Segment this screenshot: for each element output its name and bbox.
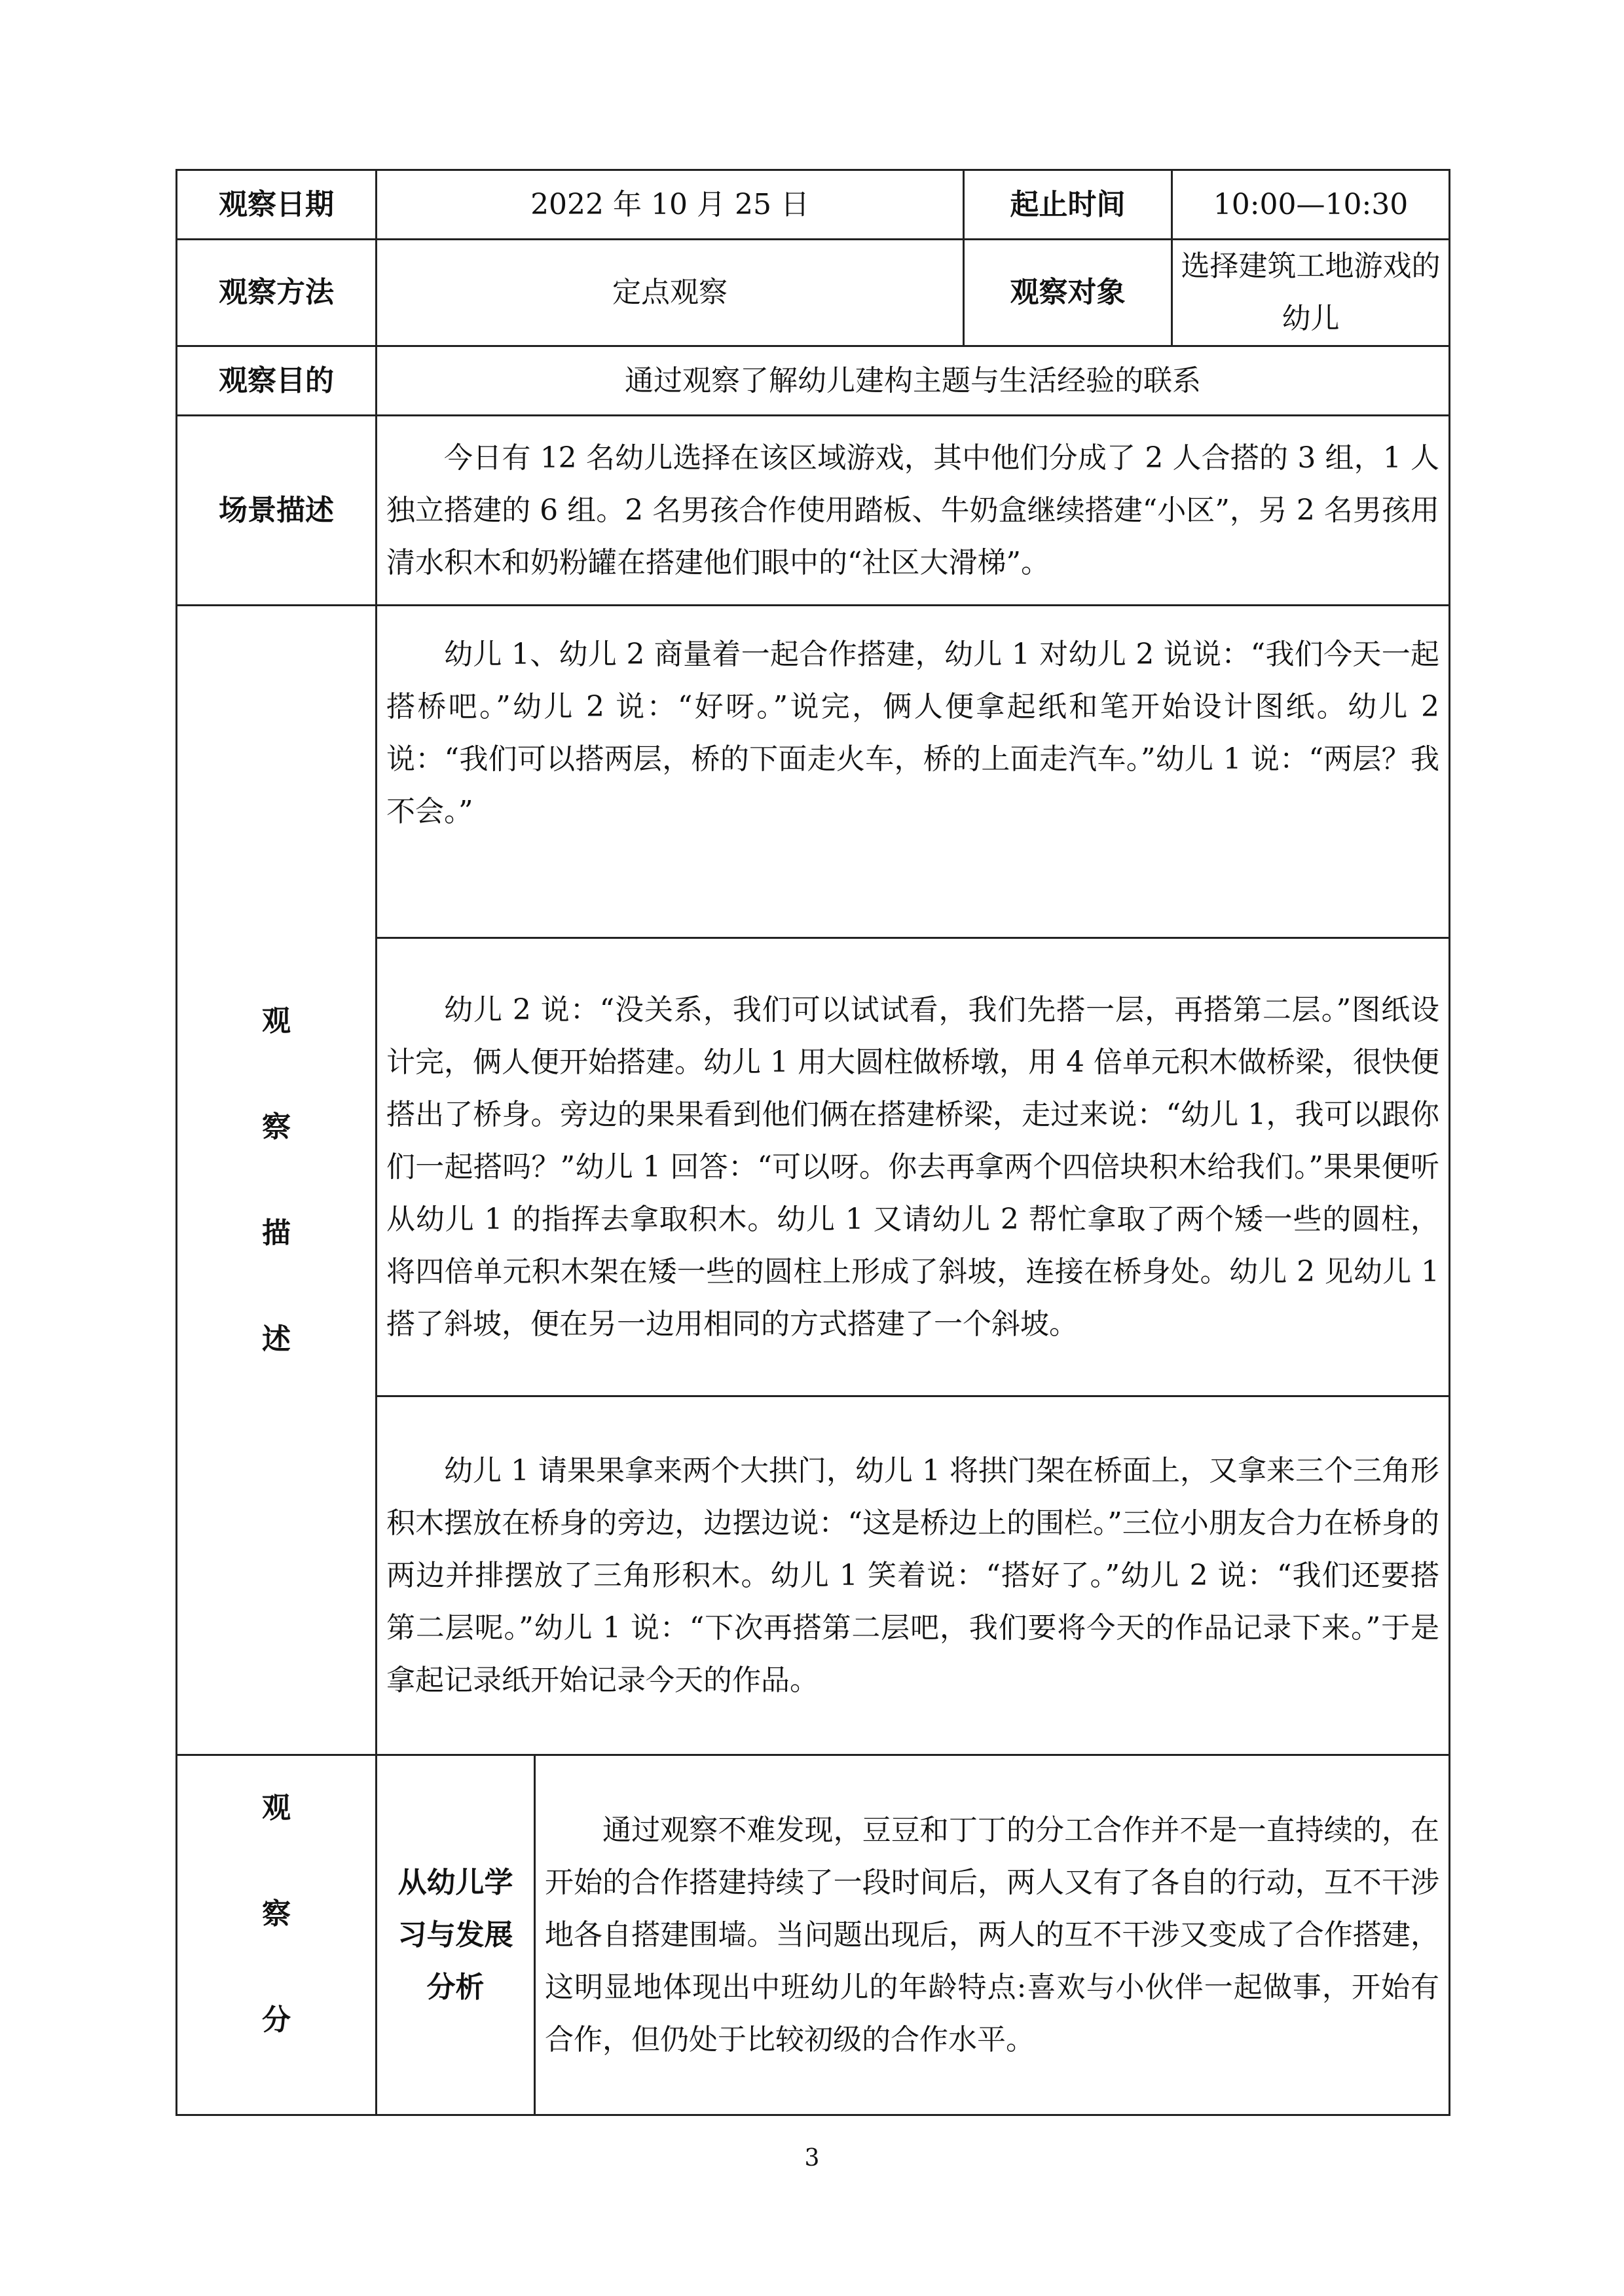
page-number: 3 xyxy=(804,2145,820,2172)
analysis-text: 通过观察不难发现，豆豆和丁丁的分工合作并不是一直持续的，在开始的合作搭建持续了一段时间后，两人又有了各自的行动，互不干涉地各自搭建围墙。当问题出现后，两人的互不干涉又变成了合作搭建，这明显地体现出中班幼儿的年龄特点:喜欢与小伙伴一起做事，开始有合作，但仍处于比较初级的合作水平。 xyxy=(535,1755,1450,2115)
target-label: 观察对象 xyxy=(964,240,1172,346)
observation-paragraph-3: 幼儿 1 请果果拿来两个大拱门，幼儿 1 将拱门架在桥面上，又拿来三个三角形积木摆放在桥身的旁边，边摆边说：“这是桥边上的围栏。”三位小朋友合力在桥身的两边并排摆放了三角形积木。幼儿 1 笑着说：“搭好了。”幼儿 2 说：“我们还要搭第二层呢。”幼儿 1 说：“下次再搭第二层吧，我们要将今天的作品记录下来。”于是拿起记录纸开始记录今天的作品。 xyxy=(377,1396,1450,1755)
observation-label-char: 察 xyxy=(262,1110,291,1144)
row-purpose xyxy=(177,346,1450,416)
observation-paragraph-2: 幼儿 2 说：“没关系，我们可以试试看，我们先搭一层，再搭第二层。”图纸设计完，俩人便开始搭建。幼儿 1 用大圆柱做桥墩，用 4 倍单元积木做桥梁，很快便搭出了桥身。旁边的果果看到他们俩在搭建桥梁，走过来说：“幼儿 1，我可以跟你们一起搭吗？”幼儿 1 回答：“可以呀。你去再拿两个四倍块积木给我们。”果果便听从幼儿 1 的指挥去拿取积木。幼儿 1 又请幼儿 2 帮忙拿取了两个矮一些的圆柱，将四倍单元积木架在矮一些的圆柱上形成了斜坡，连接在桥身处。幼儿 2 见幼儿 1 搭了斜坡，便在另一边用相同的方式搭建了一个斜坡。 xyxy=(377,938,1450,1396)
scene-text: 今日有 12 名幼儿选择在该区域游戏，其中他们分成了 2 人合搭的 3 组，1 人独立搭建的 6 组。2 名男孩合作使用踏板、牛奶盒继续搭建“小区”，另 2 名男孩用清水积木和奶粉罐在搭建他们眼中的“社区大滑梯”。 xyxy=(377,416,1450,606)
observation-label-char: 观 xyxy=(262,1004,291,1038)
date-value: 2022 年 10 月 25 日 xyxy=(377,170,964,240)
observation-record-table xyxy=(175,169,1450,2116)
observation-label-char: 述 xyxy=(262,1322,291,1356)
analysis-label-char: 观 xyxy=(262,1791,291,1825)
analysis-label-char: 分 xyxy=(262,2003,291,2037)
observation-paragraph-1: 幼儿 1、幼儿 2 商量着一起合作搭建，幼儿 1 对幼儿 2 说说：“我们今天一起搭桥吧。”幼儿 2 说：“好呀。”说完，俩人便拿起纸和笔开始设计图纸。幼儿 2 说：“我们可以搭两层，桥的下面走火车，桥的上面走汽车。”幼儿 1 说：“两层？我不会。” xyxy=(377,606,1450,938)
row-observation-1 xyxy=(177,606,1450,938)
purpose-value: 通过观察了解幼儿建构主题与生活经验的联系 xyxy=(377,346,1450,416)
row-scene xyxy=(177,416,1450,606)
time-value: 10:00—10:30 xyxy=(1172,170,1450,240)
time-label: 起止时间 xyxy=(964,170,1172,240)
method-value: 定点观察 xyxy=(377,240,964,346)
scene-label: 场景描述 xyxy=(177,416,377,606)
row-analysis xyxy=(177,1755,1450,2115)
observation-label xyxy=(177,606,377,1755)
analysis-sublabel: 从幼儿学习与发展分析 xyxy=(377,1755,535,2115)
row-date-time xyxy=(177,170,1450,240)
observation-label-char: 描 xyxy=(262,1216,291,1250)
target-value: 选择建筑工地游戏的幼儿 xyxy=(1172,240,1450,346)
date-label: 观察日期 xyxy=(177,170,377,240)
analysis-label-char: 察 xyxy=(262,1897,291,1931)
method-label: 观察方法 xyxy=(177,240,377,346)
purpose-label: 观察目的 xyxy=(177,346,377,416)
analysis-label xyxy=(177,1755,377,2115)
row-method-target xyxy=(177,240,1450,346)
